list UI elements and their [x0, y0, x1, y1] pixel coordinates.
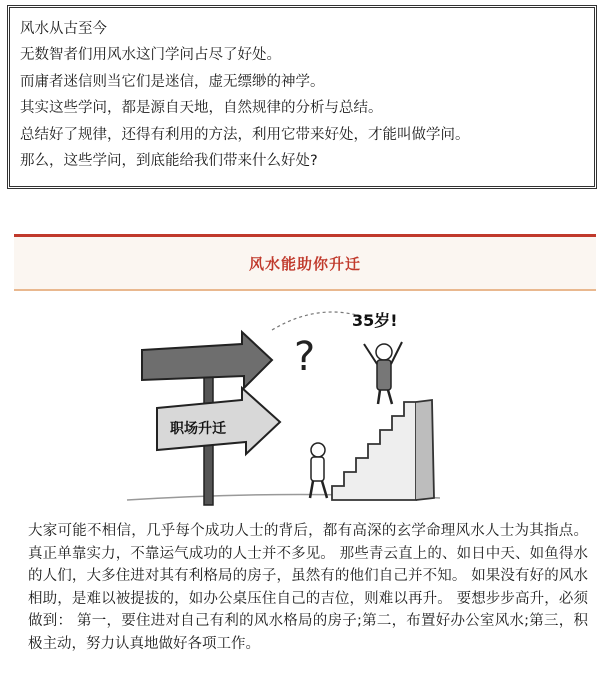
- promotion-illustration: [122, 300, 442, 510]
- bottom-person-head: [311, 443, 325, 457]
- top-person-body: [377, 360, 391, 390]
- section-title: 风水能助你升迁: [248, 254, 361, 273]
- sign-text: 职场升迁: [170, 421, 226, 437]
- staircase: [332, 402, 416, 500]
- intro-line-5: 总结好了规律，还得有利用的方法，利用它带来好处，才能叫做学问。: [20, 126, 470, 143]
- age-callout: 35岁!: [352, 311, 398, 330]
- illustration-svg: [122, 300, 442, 510]
- top-person-legs: [378, 390, 392, 404]
- top-person-head: [376, 344, 392, 360]
- body-paragraph: 大家可能不相信，几乎每个成功人士的背后，都有高深的玄学命理风水人士为其指点。 真正单靠实力，不靠运气成功的人士并不多见。 那些青云直上的、如日中天、如鱼得水的人们，大多住进对其有利格局的房子，虽然有的他们自己并不知。 如果没有好的风水相助，是难以被提拔的，如办公桌压住自己的吉位，则难以再升。 要想步步高升，必须做到： 第一，要住进对自己有利的风水格局的房子;第二，布置好办公室风水;第三，积极主动，努力认真地做好各项工作。: [28, 523, 588, 652]
- question-mark: ?: [294, 334, 316, 380]
- intro-line-2: 无数智者们用风水这门学问占尽了好处。: [20, 47, 281, 64]
- bottom-person-body: [311, 457, 324, 481]
- intro-line-3: 而庸者迷信则当它们是迷信，虚无缥缈的神学。: [20, 73, 325, 90]
- bottom-person-legs: [310, 481, 327, 498]
- intro-line-1: 风水从古至今: [20, 21, 107, 37]
- intro-line-6: 那么，这些学问，到底能给我们带来什么好处?: [20, 153, 318, 170]
- section-header: [14, 234, 596, 291]
- intro-box: [7, 5, 597, 189]
- intro-line-4: 其实这些学问，都是源自天地，自然规律的分析与总结。: [20, 100, 383, 117]
- staircase-side: [416, 400, 434, 500]
